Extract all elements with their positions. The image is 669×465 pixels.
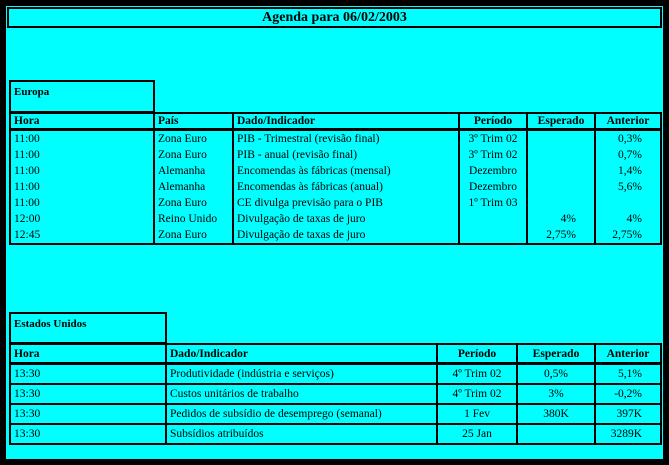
col-header-hora: Hora xyxy=(10,344,166,364)
cell-anterior: 5,6% xyxy=(595,179,661,195)
cell-anterior: 5,1% xyxy=(595,364,661,385)
table-row xyxy=(10,147,661,163)
cell-anterior xyxy=(595,195,661,211)
cell-anterior: 397K xyxy=(595,404,661,424)
table-row xyxy=(10,227,661,244)
table-row xyxy=(10,424,661,444)
cell-pais: Zona Euro xyxy=(154,195,233,211)
cell-periodo: 4º Trim 02 xyxy=(437,384,517,404)
section-label-estados-unidos: Estados Unidos xyxy=(9,312,167,344)
cell-hora: 11:00 xyxy=(10,147,154,163)
cell-hora: 13:30 xyxy=(10,424,166,444)
cell-dado: Subsídios atribuídos xyxy=(166,424,437,444)
cell-pais: Alemanha xyxy=(154,179,233,195)
cell-hora: 13:30 xyxy=(10,384,166,404)
cell-anterior: 0,3% xyxy=(595,130,661,148)
cell-hora: 13:30 xyxy=(10,364,166,385)
cell-dado: Custos unitários de trabalho xyxy=(166,384,437,404)
cell-dado: Divulgação de taxas de juro xyxy=(233,227,459,244)
col-header-dado: Dado/Indicador xyxy=(233,113,459,130)
cell-dado: Pedidos de subsídio de desemprego (semanal) xyxy=(166,404,437,424)
table-row xyxy=(10,364,661,385)
cell-esperado xyxy=(517,424,595,444)
cell-pais: Reino Unido xyxy=(154,211,233,227)
col-header-pais: País xyxy=(154,113,233,130)
col-header-periodo: Período xyxy=(459,113,527,130)
table-header-row xyxy=(10,113,661,130)
cell-hora: 11:00 xyxy=(10,179,154,195)
table-row xyxy=(10,384,661,404)
col-header-anterior: Anterior xyxy=(595,344,661,364)
col-header-esperado: Esperado xyxy=(527,113,595,130)
cell-periodo xyxy=(459,227,527,244)
col-header-periodo: Período xyxy=(437,344,517,364)
cell-anterior: 4% xyxy=(595,211,661,227)
cell-periodo: Dezembro xyxy=(459,179,527,195)
cell-pais: Zona Euro xyxy=(154,130,233,148)
cell-hora: 12:00 xyxy=(10,211,154,227)
cell-dado: Divulgação de taxas de juro xyxy=(233,211,459,227)
cell-dado: Encomendas às fábricas (mensal) xyxy=(233,163,459,179)
table-row xyxy=(10,130,661,148)
col-header-dado: Dado/Indicador xyxy=(166,344,437,364)
cell-periodo: 25 Jan xyxy=(437,424,517,444)
cell-pais: Alemanha xyxy=(154,163,233,179)
cell-anterior: 1,4% xyxy=(595,163,661,179)
table-row xyxy=(10,211,661,227)
cell-dado: PIB - Trimestral (revisão final) xyxy=(233,130,459,148)
cell-hora: 11:00 xyxy=(10,130,154,148)
cell-esperado xyxy=(527,195,595,211)
cell-pais: Zona Euro xyxy=(154,227,233,244)
table-row xyxy=(10,179,661,195)
page-title: Agenda para 06/02/2003 xyxy=(7,7,662,28)
cell-dado: Encomendas às fábricas (anual) xyxy=(233,179,459,195)
cell-esperado xyxy=(527,130,595,148)
cell-esperado: 380K xyxy=(517,404,595,424)
table-row xyxy=(10,195,661,211)
cell-periodo: 4º Trim 02 xyxy=(437,364,517,385)
cell-periodo: 3º Trim 02 xyxy=(459,147,527,163)
cell-esperado xyxy=(527,147,595,163)
cell-esperado xyxy=(527,179,595,195)
cell-dado: PIB - anual (revisão final) xyxy=(233,147,459,163)
cell-dado: CE divulga previsão para o PIB xyxy=(233,195,459,211)
cell-hora: 11:00 xyxy=(10,195,154,211)
cell-periodo: 1 Fev xyxy=(437,404,517,424)
table-row xyxy=(10,163,661,179)
cell-periodo: 3º Trim 02 xyxy=(459,130,527,148)
cell-hora: 11:00 xyxy=(10,163,154,179)
cell-periodo: 1º Trim 03 xyxy=(459,195,527,211)
cell-esperado: 0,5% xyxy=(517,364,595,385)
table-row xyxy=(10,404,661,424)
cell-anterior: -0,2% xyxy=(595,384,661,404)
col-header-anterior: Anterior xyxy=(595,113,661,130)
section-label-europa: Europa xyxy=(9,80,155,113)
cell-pais: Zona Euro xyxy=(154,147,233,163)
cell-dado: Produtividade (indústria e serviços) xyxy=(166,364,437,385)
cell-esperado: 2,75% xyxy=(527,227,595,244)
table-header-row xyxy=(10,344,661,364)
col-header-hora: Hora xyxy=(10,113,154,130)
cell-hora: 12:45 xyxy=(10,227,154,244)
cell-hora: 13:30 xyxy=(10,404,166,424)
estados-unidos-table xyxy=(9,343,662,445)
cell-esperado xyxy=(527,163,595,179)
col-header-esperado: Esperado xyxy=(517,344,595,364)
cell-periodo: Dezembro xyxy=(459,163,527,179)
europa-table xyxy=(9,112,662,245)
cell-esperado: 4% xyxy=(527,211,595,227)
cell-anterior: 2,75% xyxy=(595,227,661,244)
cell-esperado: 3% xyxy=(517,384,595,404)
cell-anterior: 0,7% xyxy=(595,147,661,163)
cell-periodo xyxy=(459,211,527,227)
cell-anterior: 3289K xyxy=(595,424,661,444)
